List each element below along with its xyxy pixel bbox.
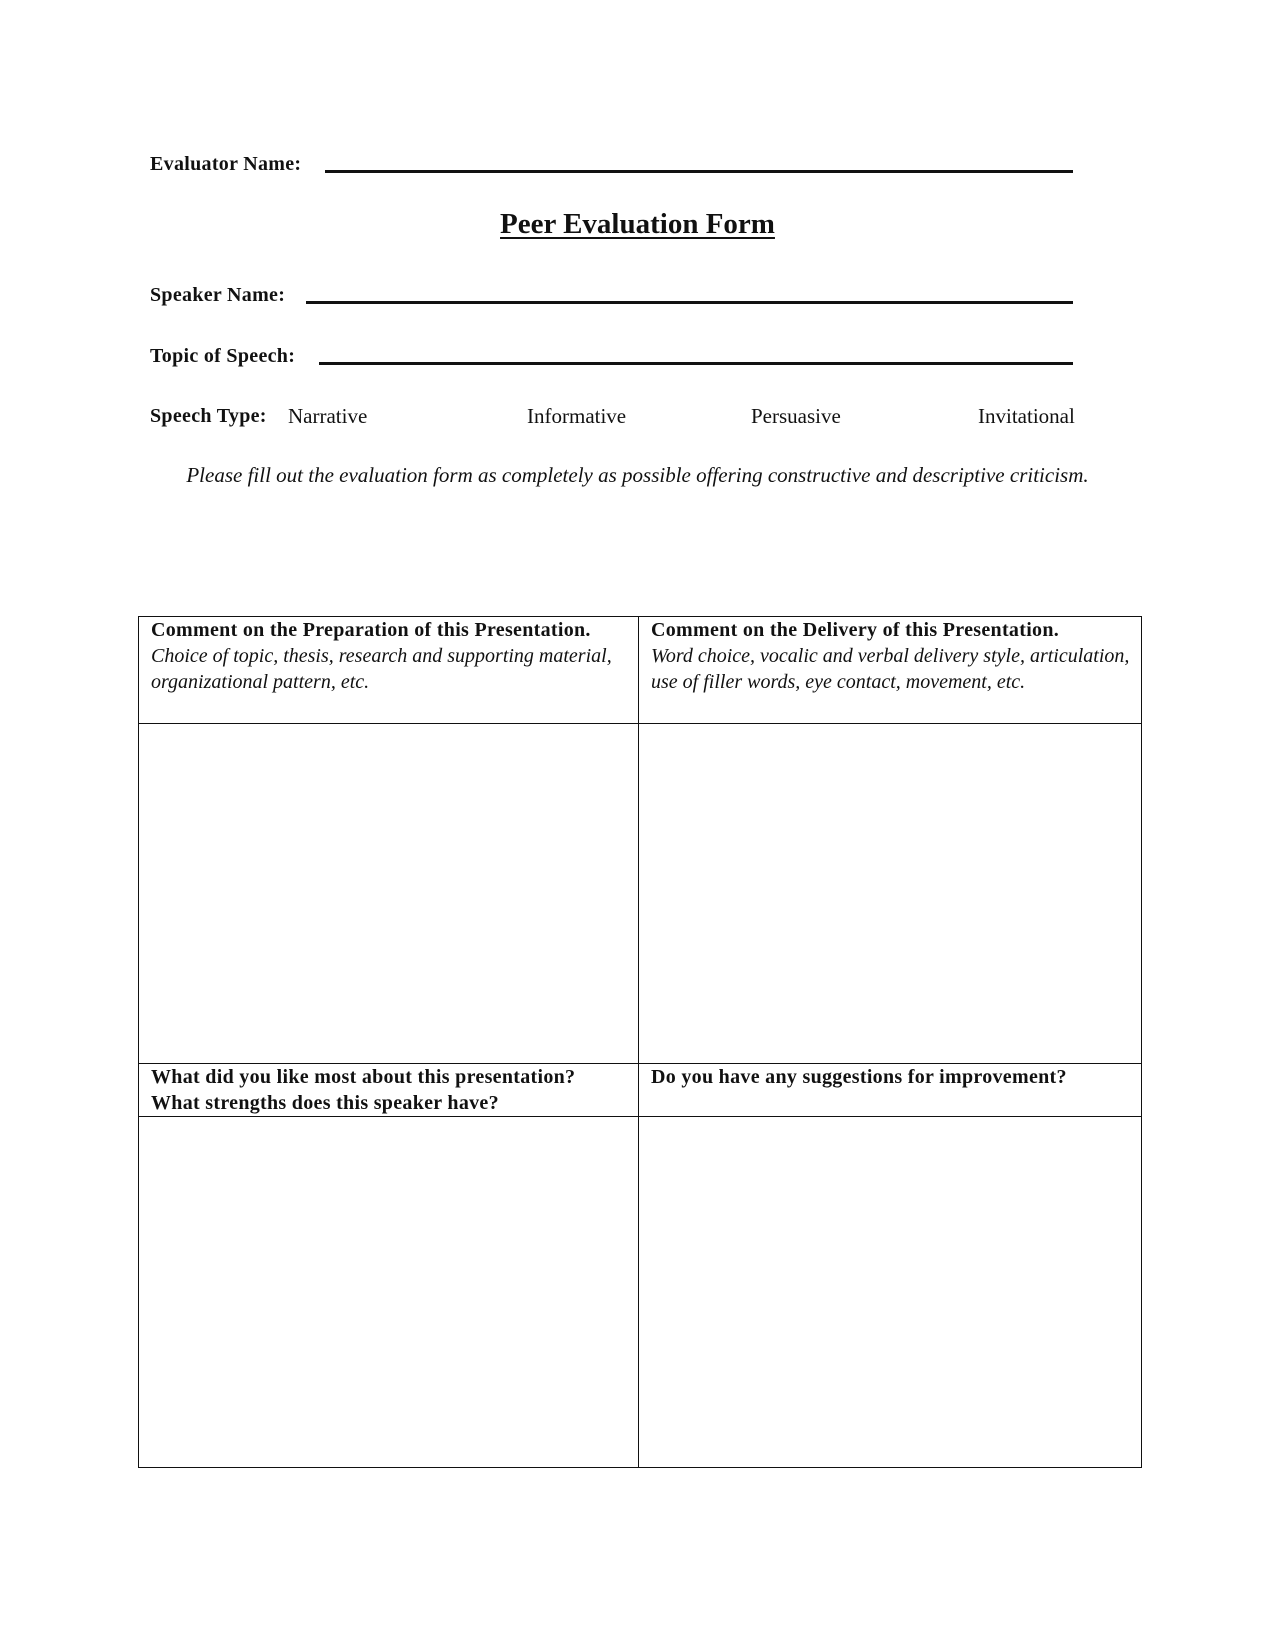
speech-type-narrative[interactable]: Narrative [288,404,368,428]
instructions: Please fill out the evaluation form as completely as possible offering constructive and descriptive criticism. [186,463,1089,487]
suggestions-response-area[interactable] [639,1117,1142,1468]
preparation-header [139,617,639,724]
strengths-question-1: What did you like most about this presentation? [151,1066,576,1088]
delivery-title: Comment on the Delivery of this Presentation. [651,619,1060,641]
table-header-row [139,617,1142,724]
speaker-name-label: Speaker Name: [150,284,286,306]
suggestions-header [639,1064,1142,1117]
strengths-question-2: What strengths does this speaker have? [151,1092,499,1114]
suggestions-question: Do you have any suggestions for improvement? [651,1066,1067,1088]
strengths-response-area[interactable] [139,1117,639,1468]
delivery-header [639,617,1142,724]
page-title: Peer Evaluation Form [500,208,775,240]
table-response-row [139,724,1142,1064]
topic-field[interactable] [319,362,1073,365]
delivery-hint: Word choice, vocalic and verbal delivery style, articulation, use of filler words, eye contact, movement, etc. [651,645,1130,693]
preparation-response-area[interactable] [139,724,639,1064]
speaker-name-field[interactable] [306,301,1073,304]
table-header-row [139,1064,1142,1117]
evaluator-name-label: Evaluator Name: [150,153,302,175]
speech-type-label: Speech Type: [150,405,267,427]
preparation-title: Comment on the Preparation of this Presentation. [151,619,591,641]
speech-type-persuasive[interactable]: Persuasive [751,404,841,428]
table-response-row [139,1117,1142,1468]
evaluator-name-field[interactable] [325,170,1073,173]
delivery-response-area[interactable] [639,724,1142,1064]
speech-type-informative[interactable]: Informative [527,404,627,428]
speech-type-invitational[interactable]: Invitational [978,404,1075,428]
strengths-header [139,1064,639,1117]
topic-label: Topic of Speech: [150,345,296,367]
preparation-hint: Choice of topic, thesis, research and supporting material, organizational pattern, etc. [151,645,612,693]
evaluation-table [138,616,1142,1468]
